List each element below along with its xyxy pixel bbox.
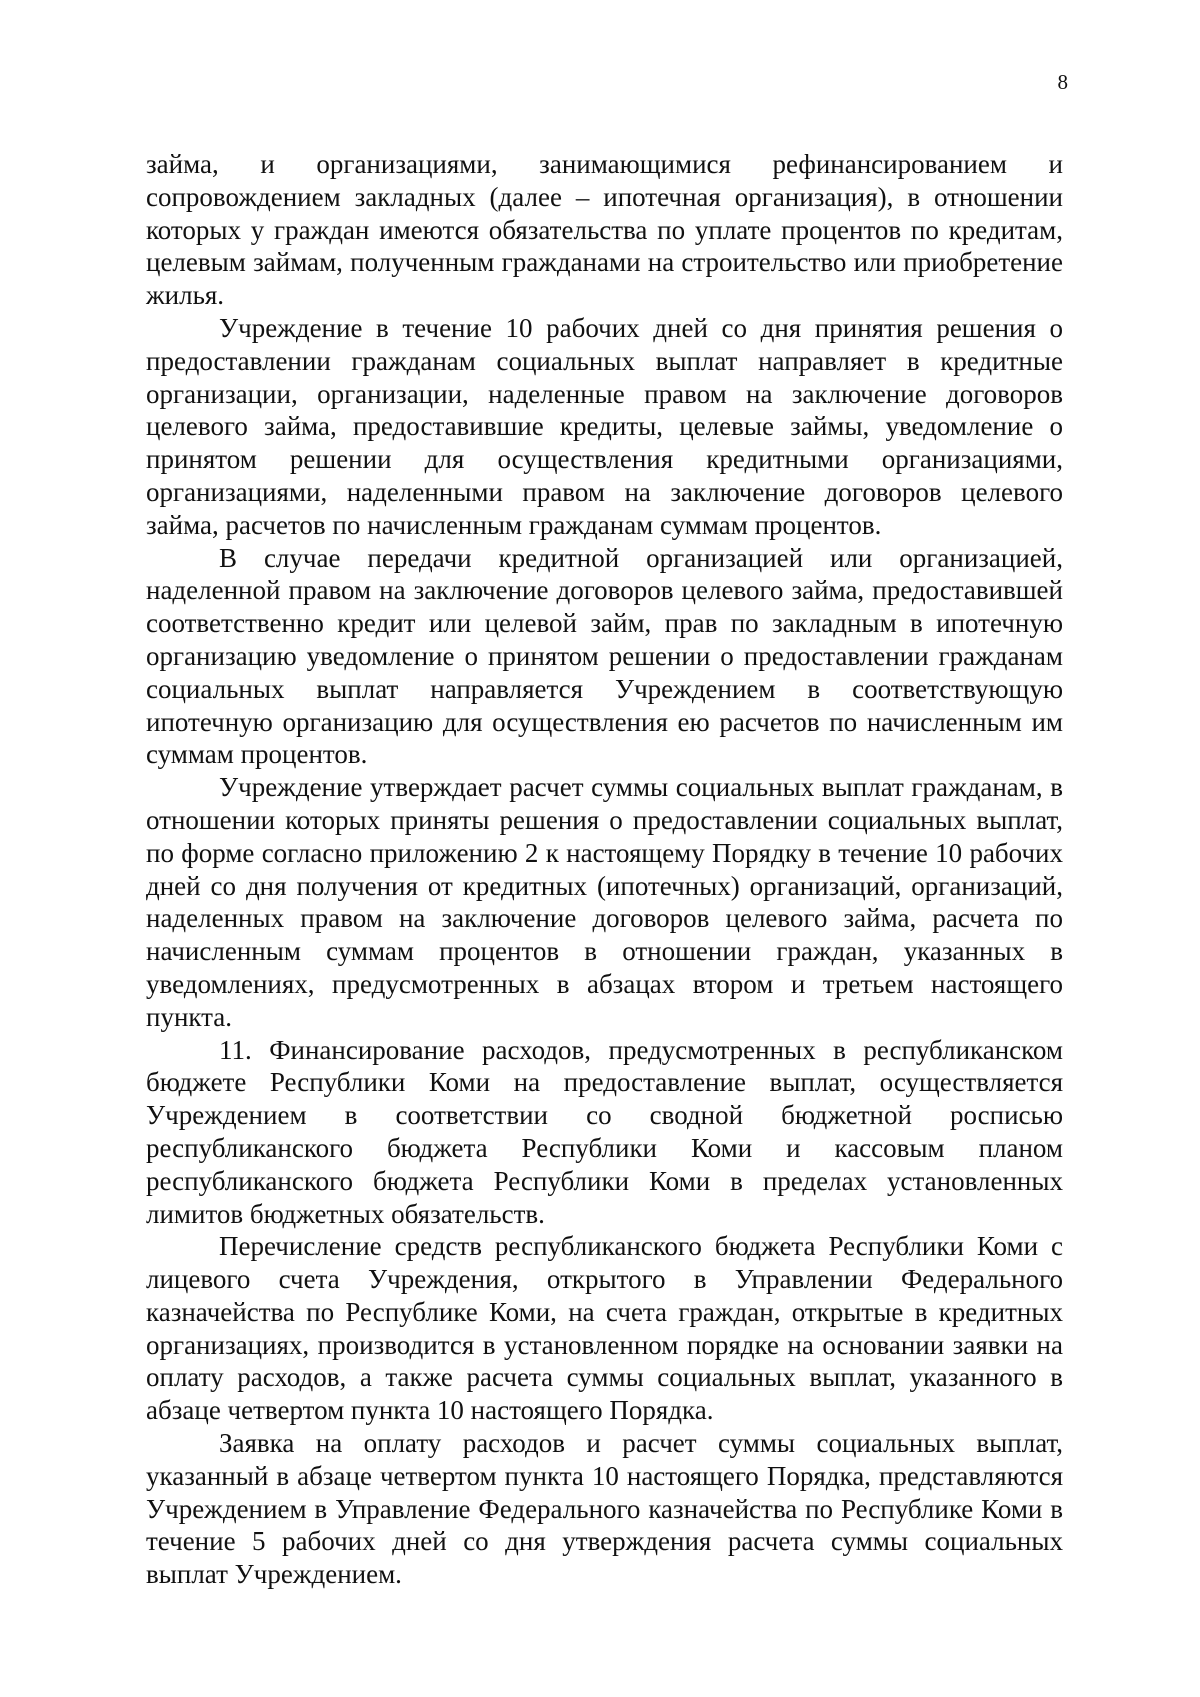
document-body: [146, 148, 1063, 1591]
paragraph-5: 11. Финансирование расходов, предусмотренных в республиканском бюджете Республики Коми на предоставление выплат, осуществляется Учреждением в соответствии со сводной бюджетной росписью республиканского бюджета Республики Коми и кассовым планом республиканского бюджета Республики Коми в пределах установленных лимитов бюджетных обязательств.: [146, 1034, 1063, 1229]
paragraph-6: Перечисление средств республиканского бюджета Республики Коми с лицевого счета Учреждения, открытого в Управлении Федерального казначейства по Республике Коми, на счета граждан, открытые в кредитных организациях, производится в установленном порядке на основании заявки на оплату расходов, а также расчета суммы социальных выплат, указанного в абзаце четвертом пункта 10 настоящего Порядка.: [146, 1231, 1063, 1426]
paragraph-1: займа, и организациями, занимающимися рефинансированием и сопровождением закладных (далее – ипотечная организация), в отношении которых у граждан имеются обязательства по уплате процентов по кредитам, целевым займам, полученным гражданами на строительство или приобретение жилья.: [146, 149, 1063, 311]
page-number: 8: [1057, 70, 1068, 94]
paragraph-4: Учреждение утверждает расчет суммы социальных выплат гражданам, в отношении которых приняты решения о предоставлении социальных выплат, по форме согласно приложению 2 к настоящему Порядку в течение 10 рабочих дней со дня получения от кредитных (ипотечных) организаций, организаций, наделенных правом на заключение договоров целевого займа, расчета по начисленным суммам процентов в отношении граждан, указанных в уведомлениях, предусмотренных в абзацах втором и третьем настоящего пункта.: [146, 772, 1063, 1032]
paragraph-2: Учреждение в течение 10 рабочих дней со дня принятия решения о предоставлении гражданам социальных выплат направляет в кредитные организации, организации, наделенные правом на заключение договоров целевого займа, предоставившие кредиты, целевые займы, уведомление о принятом решении для осуществления кредитными организациями, организациями, наделенными правом на заключение договоров целевого займа, расчетов по начисленным гражданам суммам процентов.: [146, 312, 1063, 540]
paragraph-7: Заявка на оплату расходов и расчет суммы социальных выплат, указанный в абзаце четвертом пункта 10 настоящего Порядка, представляются Учреждением в Управление Федерального казначейства по Республике Коми в течение 5 рабочих дней со дня утверждения расчета суммы социальных выплат Учреждением.: [146, 1428, 1063, 1590]
paragraph-3: В случае передачи кредитной организацией или организацией, наделенной правом на заключение договоров целевого займа, предоставившей соответственно кредит или целевой займ, прав по закладным в ипотечную организацию уведомление о принятом решении о предоставлении гражданам социальных выплат направляется Учреждением в соответствующую ипотечную организацию для осуществления ею расчетов по начисленным им суммам процентов.: [146, 542, 1063, 770]
